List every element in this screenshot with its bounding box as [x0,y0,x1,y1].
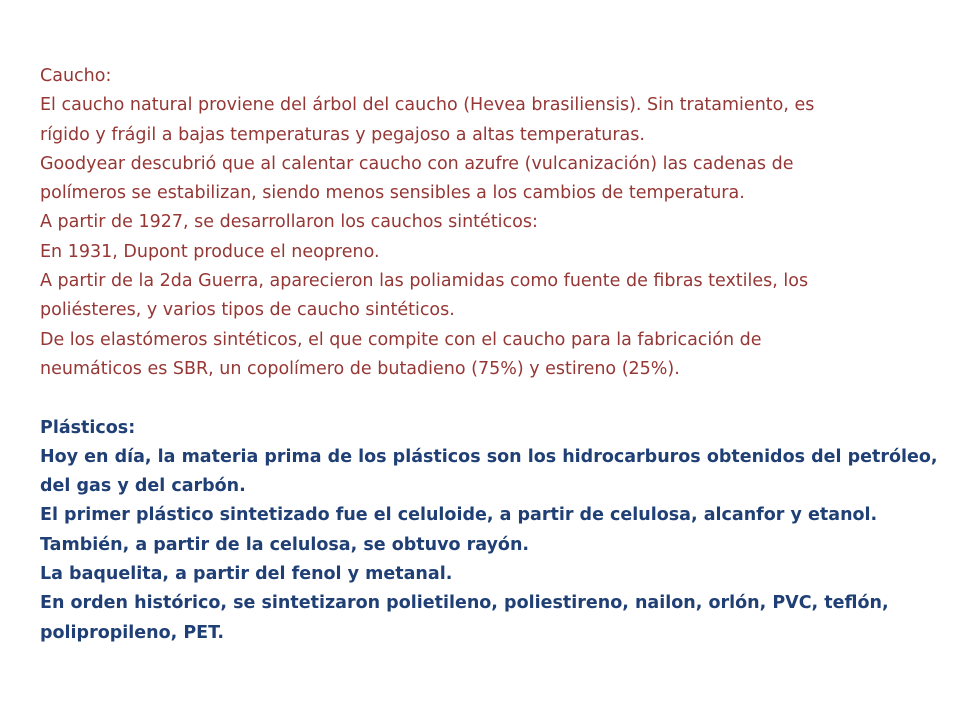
plasticos-heading: Plásticos: [40,417,136,438]
plasticos-line: polipropileno, PET. [40,622,225,643]
caucho-line: A partir de 1927, se desarrollaron los cauchos sintéticos: [40,212,538,233]
caucho-line: El caucho natural proviene del árbol del caucho (Hevea brasiliensis). Sin tratamiento, es [40,95,815,116]
caucho-line: neumáticos es SBR, un copolímero de butadieno (75%) y estireno (25%). [40,358,680,379]
caucho-section [40,62,945,384]
caucho-heading: Caucho: [40,66,112,86]
slide-text-body [40,62,945,648]
caucho-line: poliésteres, y varios tipos de caucho sintéticos. [40,300,455,321]
section-spacer [40,384,945,413]
caucho-line: rígido y frágil a bajas temperaturas y pegajoso a altas temperaturas. [40,124,645,145]
plasticos-line: Hoy en día, la materia prima de los plásticos son los hidrocarburos obtenidos del petróleo, [40,446,938,467]
caucho-line: A partir de la 2da Guerra, aparecieron las poliamidas como fuente de fibras textiles, los [40,271,809,292]
caucho-line: De los elastómeros sintéticos, el que compite con el caucho para la fabricación de [40,329,762,350]
caucho-line: Goodyear descubrió que al calentar caucho con azufre (vulcanización) las cadenas de [40,153,794,174]
plasticos-line: El primer plástico sintetizado fue el celuloide, a partir de celulosa, alcanfor y etanol. [40,505,878,526]
plasticos-line: También, a partir de la celulosa, se obtuvo rayón. [40,534,530,555]
caucho-line: En 1931, Dupont produce el neopreno. [40,241,380,262]
plasticos-line: La baquelita, a partir del fenol y metanal. [40,564,453,585]
caucho-line: polímeros se estabilizan, siendo menos sensibles a los cambios de temperatura. [40,183,745,204]
plasticos-line: del gas y del carbón. [40,476,246,497]
plasticos-section [40,414,945,648]
plasticos-line: En orden histórico, se sintetizaron polietileno, poliestireno, nailon, orlón, PVC, teflón, [40,593,889,614]
